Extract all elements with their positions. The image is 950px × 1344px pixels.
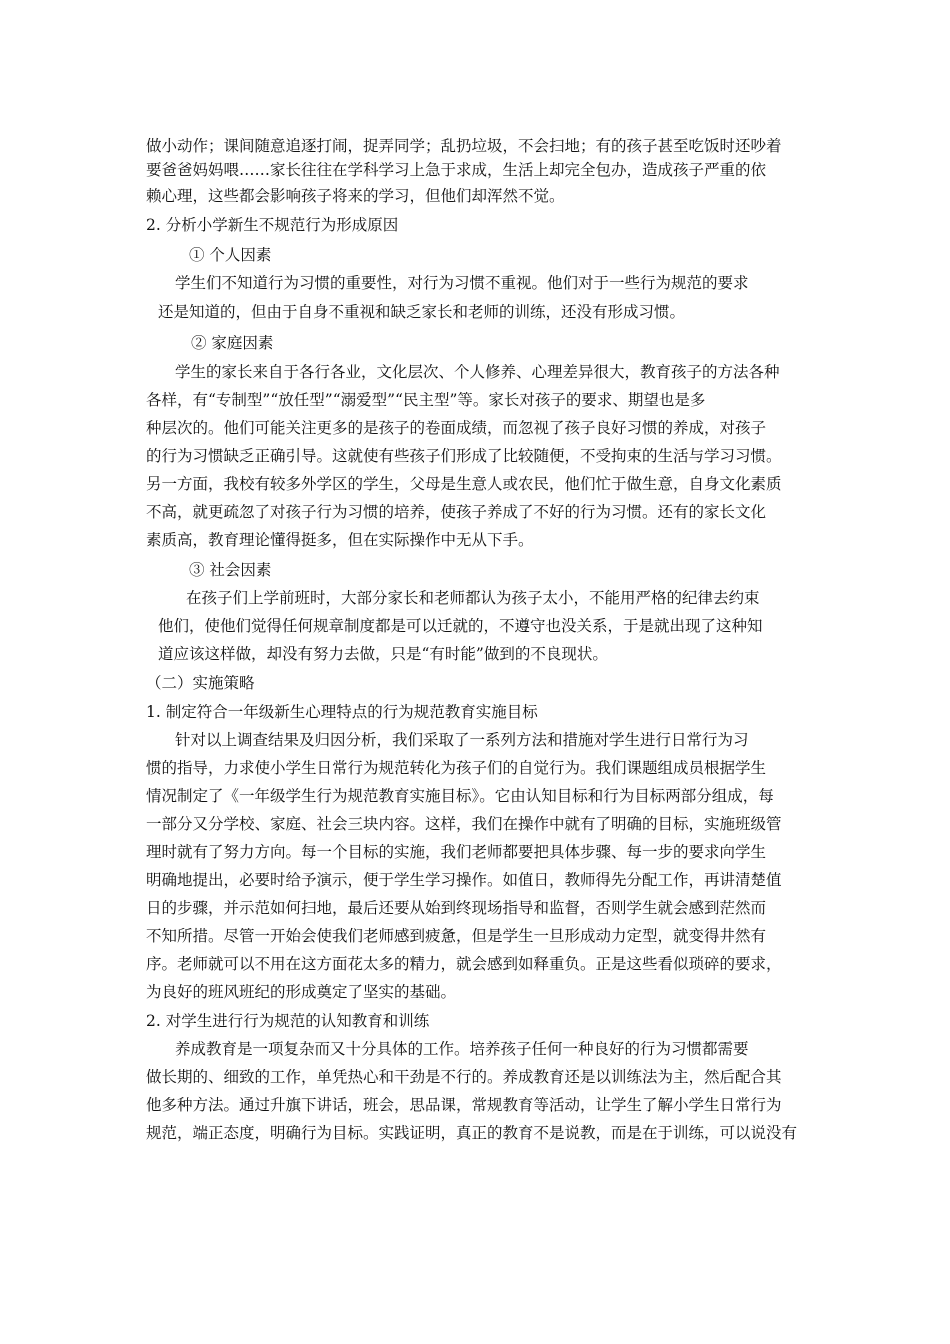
text-line: 不知所措。尽管一开始会使我们老师感到疲惫，但是学生一旦形成动力定型，就变得井然有: [146, 927, 767, 945]
text-line: 学生的家长来自于各行各业，文化层次、个人修养、心理差异很大，教育孩子的方法各种: [175, 363, 780, 381]
section-heading: 1. 制定符合一年级新生心理特点的行为规范教育实施目标: [146, 703, 538, 721]
text-line: 素质高，教育理论懂得挺多，但在实际操作中无从下手。: [146, 531, 534, 549]
text-line: 一部分又分学校、家庭、社会三块内容。这样，我们在操作中就有了明确的目标，实施班级管: [146, 815, 782, 833]
text-line: 的行为习惯缺乏正确引导。这就使有些孩子们形成了比较随便，不受拘束的生活与学习习惯。: [146, 447, 782, 465]
text-line: 不高，就更疏忽了对孩子行为习惯的培养，使孩子养成了不好的行为习惯。还有的家长文化: [146, 503, 767, 521]
subsection-heading: ③ 社会因素: [189, 561, 272, 579]
text-line: 做小动作；课间随意追逐打闹，捉弄同学；乱扔垃圾，不会扫地；有的孩子甚至吃饭时还吵着: [146, 137, 782, 155]
text-line: 日的步骤，并示范如何扫地，最后还要从始到终现场指导和监督，否则学生就会感到茫然而: [146, 899, 767, 917]
text-line: 道应该这样做，却没有努力去做，只是“有时能”做到的不良现状。: [158, 645, 608, 663]
text-line: 还是知道的，但由于自身不重视和缺乏家长和老师的训练，还没有形成习惯。: [158, 303, 686, 321]
section-heading: （二）实施策略: [146, 674, 255, 692]
text-line: 规范，端正态度，明确行为目标。实践证明，真正的教育不是说教，而是在于训练，可以说没有: [146, 1124, 798, 1142]
section-heading: 2. 对学生进行行为规范的认知教育和训练: [146, 1012, 430, 1030]
text-line: 他们，使他们觉得任何规章制度都是可以迁就的，不遵守也没关系，于是就出现了这种知: [158, 617, 763, 635]
subsection-heading: ① 个人因素: [189, 246, 272, 264]
text-line: 赖心理，这些都会影响孩子将来的学习，但他们却浑然不觉。: [146, 187, 565, 205]
text-line: 学生们不知道行为习惯的重要性，对行为习惯不重视。他们对于一些行为规范的要求: [175, 274, 749, 292]
text-line: 各样，有“专制型”“放任型”“溺爱型”“民主型”等。家长对孩子的要求、期望也是多: [146, 391, 706, 409]
text-line: 序。老师就可以不用在这方面花太多的精力，就会感到如释重负。正是这些看似琐碎的要求，: [146, 955, 782, 973]
text-line: 养成教育是一项复杂而又十分具体的工作。培养孩子任何一种良好的行为习惯都需要: [175, 1040, 749, 1058]
subsection-heading: ② 家庭因素: [191, 334, 274, 352]
text-line: 要爸爸妈妈喂……家长往往在学科学习上急于求成，生活上却完全包办，造成孩子严重的依: [146, 161, 767, 179]
text-line: 惯的指导，力求使小学生日常行为规范转化为孩子们的自觉行为。我们课题组成员根据学生: [146, 759, 767, 777]
text-line: 明确地提出，必要时给予演示，便于学生学习操作。如值日，教师得先分配工作，再讲清楚值: [146, 871, 782, 889]
text-line: 做长期的、细致的工作，单凭热心和干劲是不行的。养成教育还是以训练法为主，然后配合其: [146, 1068, 782, 1086]
text-line: 针对以上调查结果及归因分析，我们采取了一系列方法和措施对学生进行日常行为习: [175, 731, 749, 749]
text-line: 为良好的班风班纪的形成奠定了坚实的基础。: [146, 983, 457, 1001]
section-heading: 2. 分析小学新生不规范行为形成原因: [146, 216, 399, 234]
text-line: 他多种方法。通过升旗下讲话，班会，思品课，常规教育等活动，让学生了解小学生日常行为: [146, 1096, 782, 1114]
text-line: 种层次的。他们可能关注更多的是孩子的卷面成绩，而忽视了孩子良好习惯的养成，对孩子: [146, 419, 767, 437]
text-line: 情况制定了《一年级学生行为规范教育实施目标》。它由认知目标和行为目标两部分组成，每: [146, 787, 774, 805]
text-line: 另一方面，我校有较多外学区的学生，父母是生意人或农民，他们忙于做生意，自身文化素质: [146, 475, 782, 493]
text-line: 理时就有了努力方向。每一个目标的实施，我们老师都要把具体步骤、每一步的要求向学生: [146, 843, 767, 861]
text-line: 在孩子们上学前班时，大部分家长和老师都认为孩子太小，不能用严格的纪律去约束: [186, 589, 760, 607]
